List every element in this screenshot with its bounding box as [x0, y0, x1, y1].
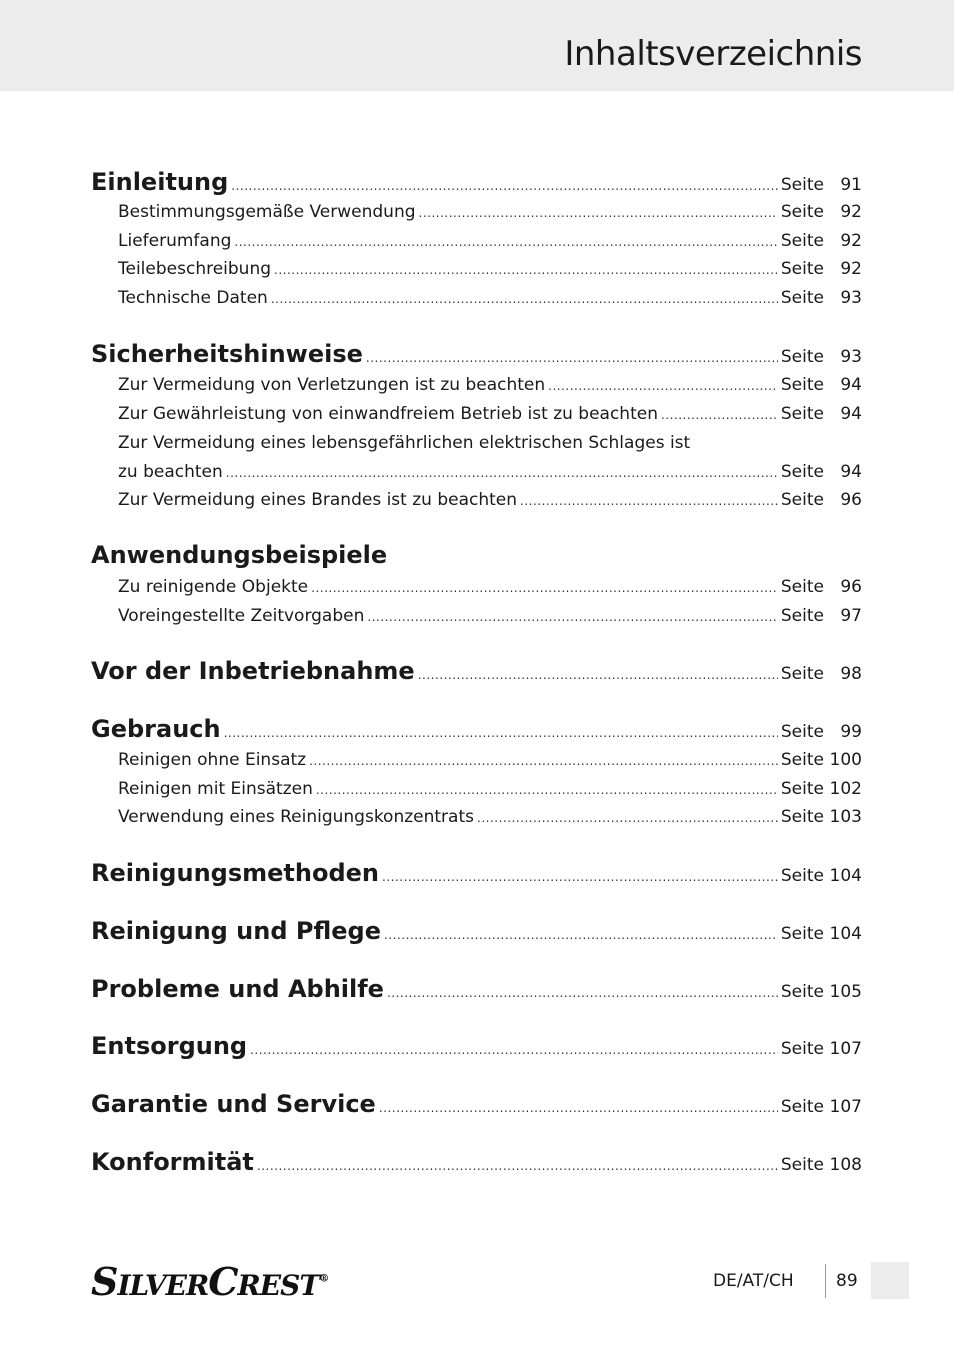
seite-label: Seite [780, 807, 824, 827]
toc-entry-label: Konformität [91, 1148, 254, 1176]
country-code: DE/AT/CH [713, 1271, 794, 1291]
toc-entry[interactable] [91, 259, 862, 279]
page-reference: 94 [840, 462, 862, 482]
dot-leader [274, 263, 778, 277]
seite-label: Seite [780, 462, 824, 482]
dot-leader [367, 610, 778, 624]
toc-entry-label: Anwendungsbeispiele [91, 541, 388, 569]
dot-leader [418, 668, 778, 682]
seite-label: Seite [780, 175, 824, 195]
dot-leader [224, 726, 778, 740]
seite-label: Seite [780, 490, 824, 510]
seite-label: Seite [780, 866, 824, 886]
page-reference: 99 [840, 722, 862, 742]
toc-entry-probleme-und-abhilfe[interactable] [91, 975, 862, 1003]
toc-entry-label: Reinigen mit Einsätzen [118, 779, 313, 799]
seite-label: Seite [780, 288, 824, 308]
page-reference: 92 [840, 202, 862, 222]
toc-entry-label: Reinigen ohne Einsatz [118, 750, 307, 770]
page-reference: 92 [840, 259, 862, 279]
dot-leader [661, 408, 778, 422]
dot-leader [257, 1159, 778, 1173]
toc-entry-label: Lieferumfang [118, 231, 232, 251]
toc-entry-konformitaet[interactable] [91, 1148, 862, 1176]
toc-entry-anwendungsbeispiele[interactable] [91, 541, 862, 569]
toc-entry-garantie-und-service[interactable] [91, 1090, 862, 1118]
page-reference: 102 [829, 779, 862, 799]
dot-leader [477, 811, 778, 825]
toc-entry-label: Reinigung und Pflege [91, 917, 382, 945]
toc-entry-vor-der-inbetriebnahme[interactable] [91, 657, 862, 685]
page-reference: 97 [840, 606, 862, 626]
seite-label: Seite [780, 1155, 824, 1175]
seite-label: Seite [780, 231, 824, 251]
page-reference: 91 [840, 175, 862, 195]
toc-entry-label: Vor der Inbetriebnahme [91, 657, 415, 685]
seite-label: Seite [780, 404, 824, 424]
page-reference: 96 [840, 577, 862, 597]
toc-entry[interactable] [91, 288, 862, 308]
dot-leader [387, 986, 778, 1000]
toc-entry[interactable] [91, 779, 862, 799]
toc-entry[interactable] [91, 750, 862, 770]
seite-label: Seite [780, 375, 824, 395]
dot-leader [231, 179, 778, 193]
page-number: 89 [836, 1271, 858, 1291]
dot-leader [271, 292, 778, 306]
seite-label: Seite [780, 924, 824, 944]
seite-label: Seite [780, 779, 824, 799]
toc-entry-label: Garantie und Service [91, 1090, 376, 1118]
page-reference: 107 [829, 1097, 862, 1117]
toc-entry-label: Reinigungsmethoden [91, 859, 379, 887]
seite-label: Seite [780, 1039, 824, 1059]
toc-entry-label: Teilebeschreibung [118, 259, 272, 279]
dot-leader [250, 1043, 778, 1057]
dot-leader [419, 206, 778, 220]
dot-leader [384, 928, 778, 942]
page-reference: 103 [829, 807, 862, 827]
toc-entry-label: Zur Vermeidung von Verletzungen ist zu beachten [118, 375, 546, 395]
dot-leader [548, 379, 778, 393]
toc-entry-label: Technische Daten [118, 288, 268, 308]
toc-entry[interactable] [91, 606, 862, 626]
toc-entry-label: Gebrauch [91, 715, 221, 743]
page-reference: 94 [840, 404, 862, 424]
page-reference: 93 [840, 288, 862, 308]
page-reference: 94 [840, 375, 862, 395]
dot-leader [226, 466, 778, 480]
page-reference: 92 [840, 231, 862, 251]
toc-entry-label: Verwendung eines Reinigungskonzentrats [118, 807, 474, 827]
toc-entry[interactable] [91, 231, 862, 251]
toc-entry[interactable] [91, 375, 862, 395]
page-reference: 104 [829, 924, 862, 944]
toc-entry[interactable] [91, 490, 862, 510]
toc-entry-label: Probleme und Abhilfe [91, 975, 384, 1003]
page-reference: 108 [829, 1155, 862, 1175]
dot-leader [309, 754, 778, 768]
page-reference: 104 [829, 866, 862, 886]
footer-divider [825, 1264, 826, 1298]
seite-label: Seite [780, 577, 824, 597]
seite-label: Seite [780, 982, 824, 1002]
toc-entry[interactable] [91, 404, 862, 424]
page-reference: 100 [829, 750, 862, 770]
dot-leader [382, 870, 778, 884]
toc-entry-sicherheitshinweise[interactable] [91, 340, 862, 368]
toc-entry-einleitung[interactable] [91, 168, 862, 196]
toc-entry[interactable] [91, 462, 862, 482]
silvercrest-logo: SILVERCREST® [91, 1259, 329, 1304]
dot-leader [366, 351, 778, 365]
dot-leader [520, 494, 778, 508]
page-reference: 98 [840, 664, 862, 684]
toc-entry-label: Zur Vermeidung eines lebensgefährlichen elektrischen Schlages ist [118, 433, 691, 453]
toc-entry[interactable] [91, 807, 862, 827]
dot-leader [311, 581, 778, 595]
toc-entry-gebrauch[interactable] [91, 715, 862, 743]
seite-label: Seite [780, 202, 824, 222]
page-title: Inhaltsverzeichnis [564, 34, 862, 74]
toc-entry[interactable] [91, 433, 862, 453]
toc-entry-reinigung-und-pflege[interactable] [91, 917, 862, 945]
dot-leader [316, 783, 778, 797]
seite-label: Seite [780, 664, 824, 684]
seite-label: Seite [780, 259, 824, 279]
page-reference: 96 [840, 490, 862, 510]
toc-entry-label: Bestimmungsgemäße Verwendung [118, 202, 416, 222]
seite-label: Seite [780, 606, 824, 626]
toc-entry-label: Zur Vermeidung eines Brandes ist zu beachten [118, 490, 518, 510]
seite-label: Seite [780, 722, 824, 742]
toc-entry-label: Sicherheitshinweise [91, 340, 363, 368]
toc-entry-label: Einleitung [91, 168, 229, 196]
toc-entry[interactable] [91, 577, 862, 597]
toc-entry-label: Entsorgung [91, 1032, 248, 1060]
seite-label: Seite [780, 1097, 824, 1117]
toc-entry-label: Zur Gewährleistung von einwandfreiem Betrieb ist zu beachten [118, 404, 658, 424]
dot-leader [379, 1101, 778, 1115]
toc-entry-reinigungsmethoden[interactable] [91, 859, 862, 887]
toc-entry-label: Voreingestellte Zeitvorgaben [118, 606, 365, 626]
corner-box [871, 1262, 909, 1299]
page-reference: 93 [840, 347, 862, 367]
seite-label: Seite [780, 347, 824, 367]
dot-leader [234, 235, 778, 249]
toc-entry-label: zu beachten [118, 462, 223, 482]
toc-entry[interactable] [91, 202, 862, 222]
page-reference: 107 [829, 1039, 862, 1059]
toc-entry-entsorgung[interactable] [91, 1032, 862, 1060]
toc-entry-label: Zu reinigende Objekte [118, 577, 309, 597]
page-reference: 105 [829, 982, 862, 1002]
seite-label: Seite [780, 750, 824, 770]
